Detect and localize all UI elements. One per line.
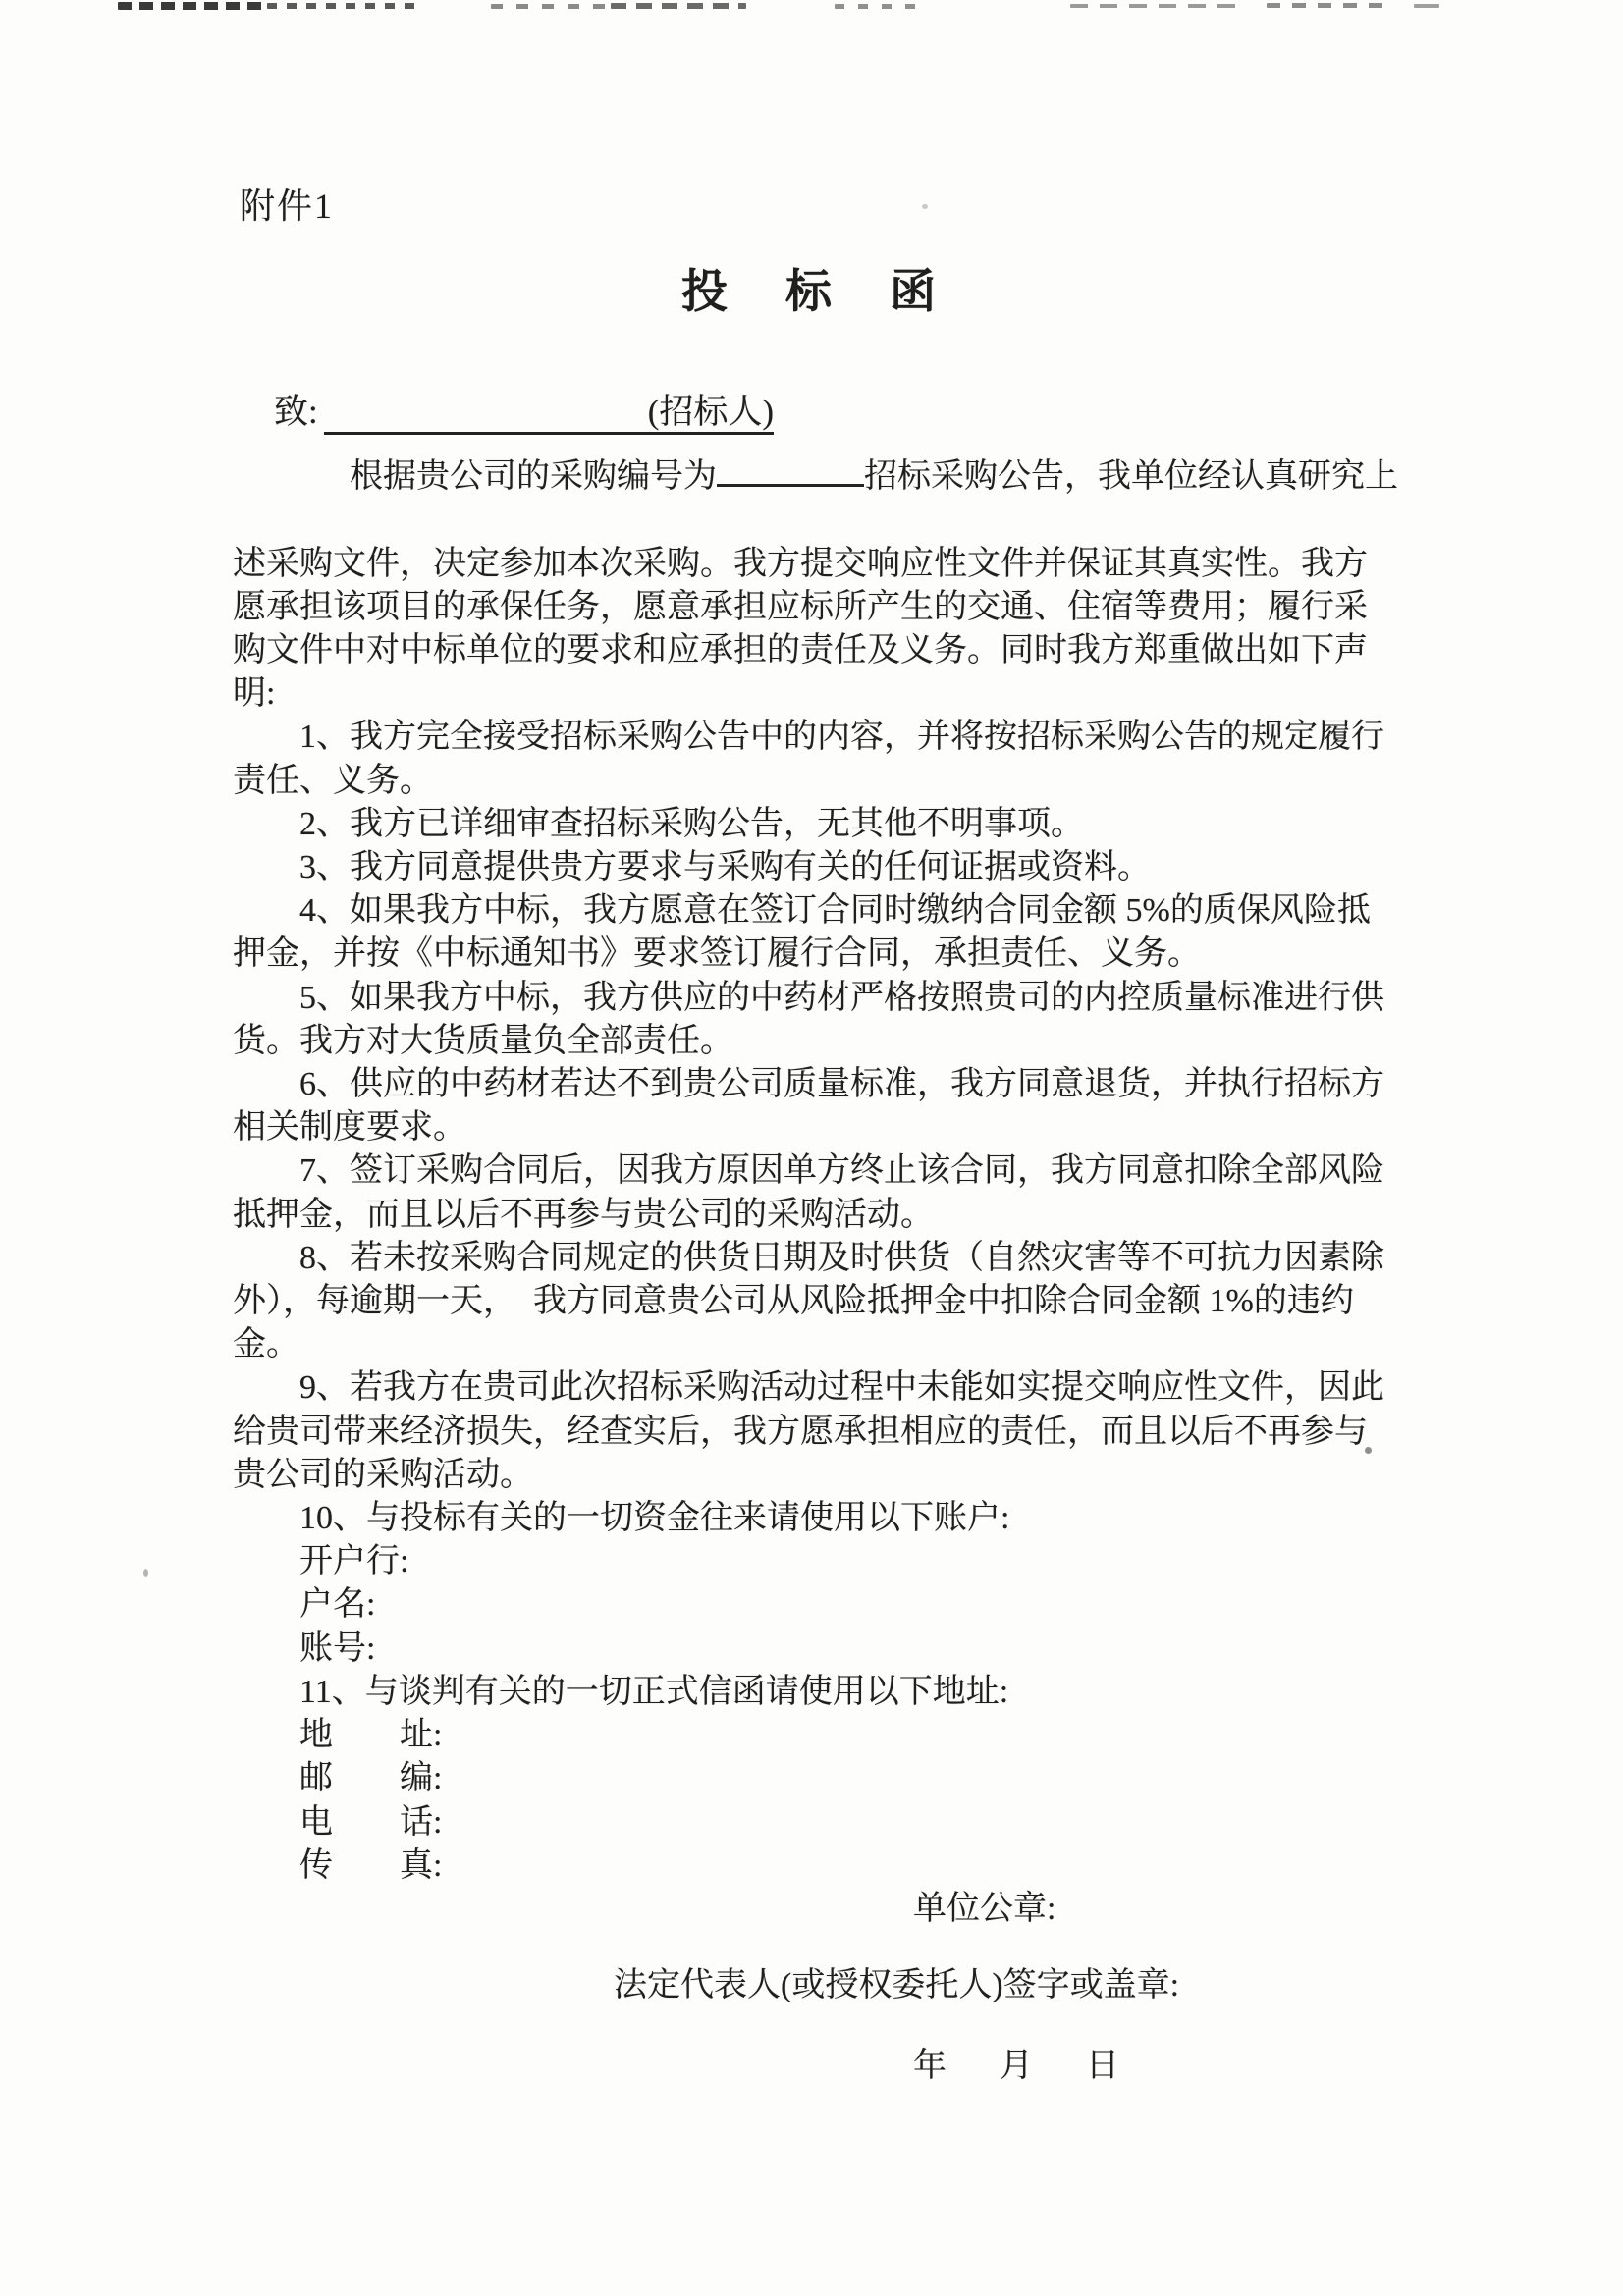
scan-artifact [491, 4, 609, 9]
document-line: 购文件中对中标单位的要求和应承担的责任及义务。同时我方郑重做出如下声 [233, 632, 1368, 669]
document-line: 押金，并按《中标通知书》要求签订履行合同，承担责任、义务。 [233, 935, 1201, 973]
document-line: 货。我方对大货质量负全部责任。 [233, 1022, 733, 1059]
postcode-label: 邮 编: [299, 1760, 443, 1797]
intro-line-1 [233, 411, 1398, 543]
date-line: 年 月 日 [913, 2048, 1129, 2085]
list-item-4: 4、如果我方中标，我方愿意在签订合同时缴纳合同金额 5%的质保风险抵 [299, 892, 1371, 930]
list-item-5: 5、如果我方中标，我方供应的中药材严格按照贵司的内控质量标准进行供 [299, 979, 1384, 1016]
scan-artifact [611, 3, 746, 9]
scan-artifact [267, 3, 422, 9]
document-line: 责任、义务。 [233, 762, 433, 799]
page-title: 投 标 函 [681, 267, 942, 318]
document-line: 相关制度要求。 [233, 1109, 466, 1147]
document-line: 贵公司的采购活动。 [233, 1456, 533, 1493]
document-line: 金。 [233, 1326, 299, 1363]
document-line: 述采购文件，决定参加本次采购。我方提交响应性文件并保证其真实性。我方 [233, 545, 1368, 582]
account-name-label: 户名: [299, 1586, 376, 1624]
procurement-number-blank [717, 454, 864, 487]
intro-line1-pre: 根据贵公司的采购编号为 [350, 458, 717, 496]
scan-artifact [1267, 3, 1394, 8]
list-item-7: 7、签订采购合同后，因我方原因单方终止该合同，我方同意扣除全部风险 [299, 1152, 1384, 1190]
document-line: 给贵司带来经济损失，经查实后，我方愿承担相应的责任，而且以后不再参与 [233, 1413, 1368, 1450]
scan-speck [143, 1569, 148, 1577]
list-item-2: 2、我方已详细审查招标采购公告，无其他不明事项。 [299, 805, 1084, 842]
list-item-3: 3、我方同意提供贵方要求与采购有关的任何证据或资料。 [299, 849, 1151, 886]
attachment-label: 附件1 [240, 187, 335, 226]
document-line: 愿承担该项目的承保任务，愿意承担应标所产生的交通、住宿等费用；履行采 [233, 588, 1368, 625]
scan-artifact [1070, 4, 1237, 8]
list-item-8: 8、若未按采购合同规定的供货日期及时供货（自然灾害等不可抗力因素除 [299, 1239, 1384, 1276]
letter-body [233, 411, 1398, 2089]
list-item-1: 1、我方完全接受招标采购公告中的内容，并将按招标采购公告的规定履行 [299, 719, 1384, 756]
phone-label: 电 话: [299, 1803, 443, 1841]
account-no-label: 账号: [299, 1629, 376, 1667]
list-item-11: 11、与谈判有关的一切正式信函请使用以下地址: [299, 1673, 1009, 1710]
address-label: 地 址: [299, 1717, 443, 1754]
scan-speck [922, 204, 928, 209]
company-seal-label: 单位公章: [913, 1890, 1056, 1927]
intro-line1-post: 招标采购公告，我单位经认真研究上 [864, 458, 1398, 496]
list-item-10: 10、与投标有关的一切资金往来请使用以下账户: [299, 1500, 1010, 1537]
fax-label: 传 真: [299, 1846, 443, 1884]
scan-artifact [118, 2, 265, 10]
document-line: 外），每逾期一天， 我方同意贵公司从风险抵押金中扣除合同金额 1%的违约 [233, 1283, 1354, 1320]
document-line: 明: [233, 675, 276, 713]
recipient-hint: (招标人) [647, 393, 775, 431]
document-line: 抵押金，而且以后不再参与贵公司的采购活动。 [233, 1196, 934, 1233]
list-item-6: 6、供应的中药材若达不到贵公司质量标准，我方同意退货，并执行招标方 [299, 1066, 1384, 1103]
list-item-9: 9、若我方在贵司此次招标采购活动过程中未能如实提交响应性文件，因此 [299, 1369, 1384, 1407]
addressee-prefix: 致: [274, 393, 318, 431]
bank-name-label: 开户行: [299, 1543, 409, 1580]
legal-representative-signature-label: 法定代表人(或授权委托人)签字或盖章: [614, 1967, 1180, 2004]
scan-artifact [1414, 4, 1439, 8]
scan-artifact [835, 4, 921, 9]
